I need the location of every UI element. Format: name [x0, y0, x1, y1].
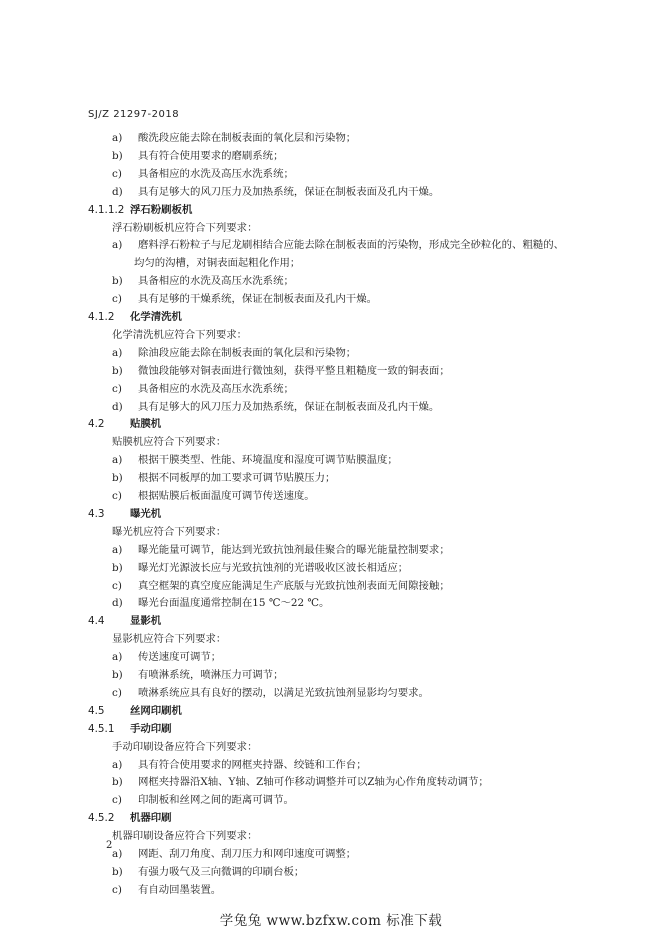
- line-text: 手动印刷设备应符合下列要求：: [112, 740, 258, 753]
- line-text: 均匀的沟槽，对铜表面起粗化作用；: [134, 257, 301, 270]
- list-item: [112, 847, 356, 861]
- line-text: 印制板和丝网之间的距离可调节。: [138, 794, 294, 807]
- line-text: 具有足够的干燥系统，保证在制板表面及孔内干燥。: [138, 293, 377, 306]
- list-item: [112, 274, 294, 288]
- section-intro: [112, 829, 257, 843]
- item-marker: c): [112, 794, 122, 807]
- line-text: 真空框架的真空度应能满足生产底版与光致抗蚀剂表面无间隙接触；: [138, 579, 450, 592]
- line-text: 有喷淋系统，喷淋压力可调节；: [138, 669, 284, 681]
- footer-watermark: 学兔兔 www.bzfxw.com 标准下载: [219, 913, 443, 929]
- item-marker: b): [112, 275, 123, 288]
- section-intro: [112, 740, 257, 754]
- list-item: [112, 543, 450, 557]
- section-heading: [88, 722, 172, 736]
- item-marker: a): [112, 651, 123, 664]
- section-number: 4.3: [88, 507, 105, 520]
- list-item: [112, 775, 489, 789]
- item-marker: b): [112, 149, 123, 162]
- list-item: [112, 561, 408, 575]
- item-marker: c): [112, 490, 122, 502]
- section-heading: [88, 704, 182, 718]
- item-marker: a): [112, 454, 123, 467]
- section-heading: [88, 811, 172, 825]
- section-heading: [88, 310, 182, 324]
- section-intro: [112, 435, 226, 449]
- list-item: [112, 865, 304, 879]
- line-text: 有强力吸气及三向微调的印刷台板；: [138, 865, 305, 878]
- section-heading: [88, 203, 192, 217]
- line-text: 曝光灯光源波长应与光致抗蚀剂的光谱吸收区波长相适应；: [138, 561, 409, 574]
- line-text: 根据干膜类型、性能、环境温度和湿度可调节贴膜温度；: [138, 454, 398, 467]
- section-number: 4.4: [88, 615, 105, 628]
- page-number: 2: [106, 840, 113, 851]
- line-text: 具备相应的水洗及高压水洗系统；: [138, 167, 294, 180]
- item-marker: a): [112, 543, 123, 556]
- section-title: 机器印刷: [130, 812, 172, 825]
- item-marker: a): [112, 132, 123, 144]
- list-item: [112, 364, 450, 378]
- section-title: 浮石粉刷板机: [130, 203, 193, 216]
- line-text: 传送速度可调节；: [138, 651, 222, 664]
- section-number: 4.1.1.2: [88, 203, 125, 216]
- line-text: 具有符合使用要求的磨刷系统；: [138, 149, 284, 162]
- section-number: 4.5: [88, 704, 105, 717]
- section-title: 手动印刷: [130, 722, 172, 735]
- line-text: 显影机应符合下列要求：: [112, 633, 227, 646]
- item-marker: b): [112, 669, 123, 681]
- line-text: 贴膜机应符合下列要求：: [112, 436, 227, 449]
- list-item: [112, 596, 329, 610]
- line-text: 具有符合使用要求的网框夹持器、绞链和工作台；: [138, 758, 367, 771]
- list-item: [112, 883, 221, 897]
- item-marker: a): [112, 239, 123, 252]
- list-item: [112, 686, 429, 700]
- list-item: [112, 167, 294, 181]
- item-marker: c): [112, 167, 122, 180]
- item-marker: a): [112, 758, 123, 771]
- item-marker: d): [112, 185, 123, 198]
- item-marker: c): [112, 293, 122, 306]
- line-text: 具备相应的水洗及高压水洗系统；: [138, 275, 294, 288]
- list-item: [112, 489, 315, 503]
- section-heading: [88, 507, 161, 521]
- line-text: 磨料浮石粉粒子与尼龙刷相结合应能去除在制板表面的污染物，形成完全砂粒化的、粗糙的、: [138, 239, 565, 252]
- item-marker: b): [112, 776, 123, 789]
- item-marker: c): [112, 883, 122, 896]
- item-marker: d): [112, 400, 123, 413]
- list-item: [112, 579, 450, 593]
- line-text: 根据贴膜后板面温度可调节传送速度。: [138, 490, 315, 502]
- item-marker: b): [112, 472, 123, 485]
- list-item: [112, 650, 221, 664]
- line-text: 浮石粉刷板机应符合下列要求：: [112, 221, 258, 234]
- line-text: 酸洗段应能去除在制板表面的氧化层和污染物；: [138, 132, 357, 144]
- section-heading: [88, 417, 161, 431]
- section-heading: [88, 614, 161, 628]
- line-text: 曝光能量可调节，能达到光致抗蚀剂最佳聚合的曝光能量控制要求；: [138, 543, 450, 556]
- section-intro: [112, 632, 226, 646]
- list-item: [112, 185, 439, 199]
- section-title: 曝光机: [130, 507, 162, 520]
- item-marker: b): [112, 364, 123, 377]
- line-text: 具备相应的水洗及高压水洗系统；: [138, 382, 294, 395]
- section-title: 丝网印刷机: [130, 704, 182, 717]
- line-text: 曝光机应符合下列要求：: [112, 525, 227, 538]
- list-item: [112, 346, 356, 360]
- list-item: [112, 382, 294, 396]
- item-marker: c): [112, 382, 122, 395]
- line-text: 具有足够大的风刀压力及加热系统，保证在制板表面及孔内干燥。: [138, 185, 440, 198]
- line-text: 具有足够大的风刀压力及加热系统，保证在制板表面及孔内干燥。: [138, 400, 440, 413]
- item-marker: c): [112, 686, 122, 699]
- section-title: 化学清洗机: [130, 311, 182, 323]
- list-item: [112, 238, 564, 252]
- line-text: 有自动回墨装置。: [138, 883, 222, 896]
- item-marker: d): [112, 597, 123, 610]
- list-item: [112, 400, 439, 414]
- line-text: 根据不同板厚的加工要求可调节贴膜压力；: [138, 472, 336, 485]
- line-text: 微蚀段能够对铜表面进行微蚀刻，获得平整且粗糙度一致的铜表面；: [138, 364, 450, 377]
- section-intro: [112, 221, 257, 235]
- document-code: SJ/Z 21297-2018: [88, 109, 180, 120]
- section-title: 显影机: [130, 615, 162, 628]
- line-text: 网距、刮刀角度、刮刀压力和网印速度可调整；: [138, 848, 357, 860]
- list-item: [112, 292, 377, 306]
- line-text: 除油段应能去除在制板表面的氧化层和污染物；: [138, 346, 357, 359]
- line-text: 机器印刷设备应符合下列要求：: [112, 830, 258, 843]
- list-item: [112, 758, 367, 772]
- item-marker: c): [112, 579, 122, 592]
- section-intro: [112, 525, 226, 539]
- line-text: 曝光台面温度通常控制在15 ℃～22 ℃。: [138, 597, 330, 610]
- section-number: 4.2: [88, 418, 105, 431]
- list-item: [112, 793, 294, 807]
- item-marker: a): [112, 848, 123, 860]
- item-marker: b): [112, 561, 123, 574]
- list-item: [112, 149, 283, 163]
- section-number: 4.5.1: [88, 722, 115, 735]
- section-number: 4.1.2: [88, 311, 115, 323]
- list-item: [112, 131, 356, 145]
- line-text: 化学清洗机应符合下列要求：: [112, 328, 248, 341]
- line-text: 喷淋系统应具有良好的摆动，以满足光致抗蚀剂显影均匀要求。: [138, 686, 429, 699]
- section-intro: [112, 328, 247, 342]
- list-item: [112, 668, 283, 682]
- section-number: 4.5.2: [88, 812, 115, 825]
- item-marker: a): [112, 346, 123, 359]
- list-item: [112, 453, 398, 467]
- item-marker: b): [112, 865, 123, 878]
- list-item: [134, 256, 300, 270]
- list-item: [112, 471, 335, 485]
- section-title: 贴膜机: [130, 418, 162, 431]
- line-text: 网框夹持器沿X轴、Y轴、Z轴可作移动调整并可以Z轴为心作角度转动调节；: [138, 776, 489, 789]
